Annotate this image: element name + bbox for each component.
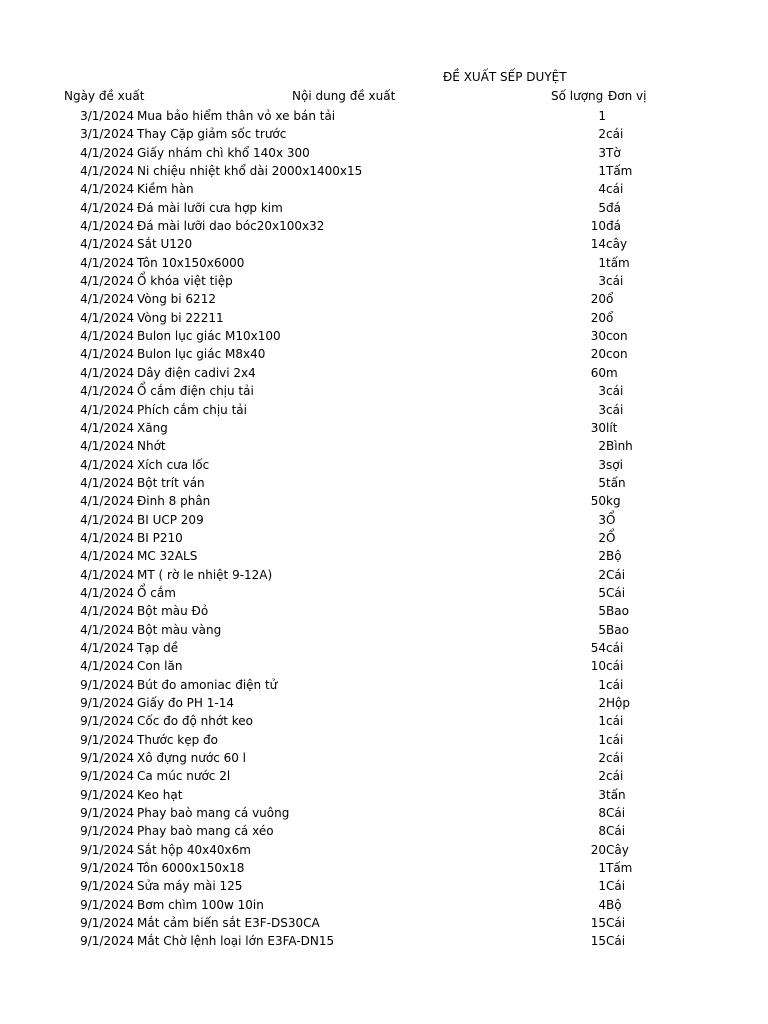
row-quantity: 5 — [598, 585, 606, 600]
row-date: 4/1/2024 — [80, 164, 134, 179]
row-item: Sắt U120 — [137, 237, 193, 252]
row-quantity: 2 — [598, 439, 606, 454]
row-quantity: 2 — [598, 696, 606, 710]
row-unit: cái — [606, 714, 624, 729]
row-item: Ổ cắm điện chịu tải — [137, 384, 254, 399]
row-quantity: 1 — [598, 255, 606, 270]
row-item: Tôn 6000x150x18 — [137, 861, 245, 876]
table-row — [0, 859, 768, 877]
row-unit: Cái — [606, 806, 626, 821]
row-date: 9/1/2024 — [80, 879, 134, 894]
row-date: 4/1/2024 — [80, 494, 134, 509]
row-date: 4/1/2024 — [80, 365, 134, 380]
row-unit: Bộ — [606, 897, 622, 912]
table-row — [0, 529, 768, 547]
row-date: 9/1/2024 — [80, 806, 134, 821]
row-quantity: 5 — [598, 622, 606, 637]
row-item: Keo hạt — [137, 787, 183, 802]
table-row — [0, 456, 768, 474]
row-unit: ổ — [606, 310, 614, 325]
row-item: Ổ cắm — [137, 585, 176, 600]
row-quantity: 3 — [598, 384, 606, 399]
row-quantity: 1 — [598, 714, 606, 729]
table-row — [0, 272, 768, 290]
table-row — [0, 914, 768, 932]
row-quantity: 1 — [598, 677, 606, 692]
row-quantity: 5 — [598, 475, 606, 490]
row-item: Đá mài lưỡi cưa hợp kim — [137, 200, 283, 215]
row-unit: Tấm — [606, 164, 633, 179]
row-unit: Ổ — [606, 512, 616, 527]
row-unit: cái — [606, 384, 624, 399]
row-item: Ca múc nước 2l — [137, 769, 231, 784]
row-date: 4/1/2024 — [80, 329, 134, 344]
table-row — [0, 364, 768, 382]
row-item: Giấy đo PH 1-14 — [137, 696, 234, 710]
table-row — [0, 804, 768, 822]
row-item: Vòng bi 22211 — [137, 310, 224, 325]
table-row — [0, 107, 768, 125]
row-quantity: 3 — [598, 457, 606, 472]
table-row — [0, 712, 768, 730]
table-row — [0, 254, 768, 272]
row-date: 4/1/2024 — [80, 475, 134, 490]
row-item: Ổ khóa việt tiệp — [137, 274, 233, 289]
row-date: 4/1/2024 — [80, 274, 134, 289]
row-item: Bơm chìm 100w 10in — [137, 897, 264, 912]
table-row — [0, 309, 768, 327]
table-row — [0, 474, 768, 492]
row-unit: Bao — [606, 604, 629, 619]
row-item: Bulon lục giác M10x100 — [137, 329, 281, 344]
row-item: Dây điện cadivi 2x4 — [137, 365, 256, 380]
table-row — [0, 547, 768, 565]
row-unit: Cây — [606, 842, 629, 857]
row-quantity: 1 — [598, 109, 606, 123]
row-date: 4/1/2024 — [80, 549, 134, 564]
row-unit: Bình — [606, 439, 633, 454]
table-row — [0, 125, 768, 143]
row-date: 4/1/2024 — [80, 604, 134, 619]
row-item: Xô đựng nước 60 l — [137, 751, 247, 766]
table-row — [0, 401, 768, 419]
row-quantity: 20 — [590, 292, 606, 307]
row-date: 9/1/2024 — [80, 696, 134, 710]
table-row — [0, 694, 768, 712]
row-unit: cái — [606, 769, 624, 784]
row-quantity: 2 — [598, 127, 606, 142]
table-row — [0, 419, 768, 437]
row-date: 9/1/2024 — [80, 842, 134, 857]
row-quantity: 4 — [598, 182, 606, 197]
row-date: 9/1/2024 — [80, 897, 134, 912]
row-date: 4/1/2024 — [80, 567, 134, 582]
row-date: 4/1/2024 — [80, 585, 134, 600]
row-quantity: 5 — [598, 200, 606, 215]
row-quantity: 10 — [590, 659, 606, 674]
table-row — [0, 602, 768, 620]
row-item: Mắt Chờ lệnh loại lớn E3FA-DN15 — [137, 934, 335, 949]
row-item: Đá mài lưỡi dao bóc20x100x32 — [137, 219, 325, 234]
row-date: 4/1/2024 — [80, 457, 134, 472]
row-quantity: 2 — [598, 769, 606, 784]
row-date: 4/1/2024 — [80, 622, 134, 637]
row-quantity: 2 — [598, 530, 606, 545]
row-item: Bột trít ván — [137, 475, 205, 490]
table-row — [0, 822, 768, 840]
row-quantity: 3 — [598, 402, 606, 417]
table-row — [0, 327, 768, 345]
table-row — [0, 345, 768, 363]
row-date: 4/1/2024 — [80, 219, 134, 234]
row-unit: tấm — [606, 255, 630, 270]
row-unit: ổ — [606, 292, 614, 307]
row-date: 4/1/2024 — [80, 420, 134, 435]
row-quantity: 3 — [598, 145, 606, 160]
row-unit: đá — [606, 219, 621, 234]
row-date: 9/1/2024 — [80, 916, 134, 931]
row-quantity: 2 — [598, 567, 606, 582]
row-quantity: 14 — [590, 237, 606, 252]
row-item: Mua bảo hiểm thân vỏ xe bán tải — [137, 109, 336, 123]
table-row — [0, 676, 768, 694]
row-quantity: 20 — [590, 842, 606, 857]
row-unit: kg — [606, 494, 621, 509]
row-unit: Ổ — [606, 530, 616, 545]
row-unit: cái — [606, 677, 624, 692]
row-quantity: 10 — [590, 219, 606, 234]
row-item: BI UCP 209 — [137, 512, 204, 527]
row-date: 4/1/2024 — [80, 200, 134, 215]
row-unit: Cái — [606, 916, 626, 931]
row-item: Con lăn — [137, 659, 183, 674]
proposal-list — [0, 107, 768, 951]
row-quantity: 60 — [590, 365, 606, 380]
row-date: 9/1/2024 — [80, 769, 134, 784]
row-quantity: 1 — [598, 732, 606, 747]
row-date: 9/1/2024 — [80, 934, 134, 949]
table-row — [0, 621, 768, 639]
row-date: 4/1/2024 — [80, 512, 134, 527]
row-item: Xăng — [137, 420, 168, 435]
row-date: 9/1/2024 — [80, 787, 134, 802]
row-date: 9/1/2024 — [80, 824, 134, 839]
row-unit: Bao — [606, 622, 629, 637]
row-item: Thay Cặp giảm sốc trước — [137, 127, 287, 142]
row-quantity: 8 — [598, 806, 606, 821]
row-unit: Cái — [606, 934, 626, 949]
row-date: 9/1/2024 — [80, 714, 134, 729]
row-unit: cái — [606, 127, 624, 142]
row-date: 4/1/2024 — [80, 659, 134, 674]
table-row — [0, 199, 768, 217]
row-item: Mắt cảm biến sắt E3F-DS30CA — [137, 916, 320, 931]
row-item: Nhớt — [137, 439, 166, 454]
row-quantity: 3 — [598, 787, 606, 802]
row-unit: lít — [606, 420, 618, 435]
table-row — [0, 437, 768, 455]
row-item: Phích cắm chịu tải — [137, 402, 247, 417]
row-date: 4/1/2024 — [80, 145, 134, 160]
header-quantity: Số lượng — [551, 89, 604, 103]
row-unit: cây — [606, 237, 628, 252]
row-date: 9/1/2024 — [80, 677, 134, 692]
row-quantity: 8 — [598, 824, 606, 839]
row-quantity: 50 — [590, 494, 606, 509]
row-unit: Cái — [606, 585, 626, 600]
row-quantity: 5 — [598, 604, 606, 619]
row-quantity: 1 — [598, 879, 606, 894]
row-unit: cái — [606, 659, 624, 674]
row-quantity: 3 — [598, 512, 606, 527]
row-item: Sắt hộp 40x40x6m — [137, 842, 251, 857]
row-unit: m — [606, 365, 618, 380]
row-unit: con — [606, 329, 628, 344]
row-date: 9/1/2024 — [80, 732, 134, 747]
row-date: 4/1/2024 — [80, 402, 134, 417]
row-item: Phay baò mang cá xéo — [137, 824, 274, 839]
row-unit: cái — [606, 182, 624, 197]
table-row — [0, 235, 768, 253]
row-item: MC 32ALS — [137, 549, 198, 564]
row-item: Đinh 8 phân — [137, 494, 211, 509]
row-item: Xích cưa lốc — [137, 457, 210, 472]
row-item: Tôn 10x150x6000 — [137, 255, 245, 270]
row-item: Bút đo amoniac điện tử — [137, 677, 278, 692]
table-row — [0, 896, 768, 914]
row-date: 4/1/2024 — [80, 255, 134, 270]
row-date: 4/1/2024 — [80, 384, 134, 399]
row-item: Thước kẹp đo — [137, 732, 219, 747]
row-unit: Tờ — [606, 145, 621, 160]
row-date: 4/1/2024 — [80, 640, 134, 655]
table-row — [0, 217, 768, 235]
row-date: 4/1/2024 — [80, 292, 134, 307]
row-item: Phay baò mang cá vuông — [137, 806, 290, 821]
row-unit: Cái — [606, 879, 626, 894]
row-unit: đá — [606, 200, 621, 215]
row-quantity: 15 — [590, 916, 606, 931]
row-date: 9/1/2024 — [80, 861, 134, 876]
table-row — [0, 511, 768, 529]
table-row — [0, 749, 768, 767]
row-unit: tấn — [606, 787, 626, 802]
table-row — [0, 932, 768, 950]
row-item: Bulon lục giác M8x40 — [137, 347, 266, 362]
table-row — [0, 657, 768, 675]
table-row — [0, 566, 768, 584]
row-item: Bột màu vàng — [137, 622, 222, 637]
table-row — [0, 639, 768, 657]
row-quantity: 15 — [590, 934, 606, 949]
row-quantity: 54 — [590, 640, 606, 655]
row-item: Vòng bi 6212 — [137, 292, 216, 307]
table-row — [0, 584, 768, 602]
row-unit: Bộ — [606, 549, 622, 564]
table-row — [0, 290, 768, 308]
row-date: 4/1/2024 — [80, 530, 134, 545]
table-row — [0, 162, 768, 180]
row-unit: Cái — [606, 567, 626, 582]
header-content: Nội dung đề xuất — [292, 89, 396, 103]
row-quantity: 20 — [590, 310, 606, 325]
page-title: ĐỀ XUẤT SẾP DUYỆT — [443, 70, 567, 84]
row-quantity: 30 — [590, 420, 606, 435]
row-item: Kiềm hàn — [137, 182, 194, 197]
row-date: 4/1/2024 — [80, 439, 134, 454]
row-quantity: 1 — [598, 861, 606, 876]
row-date: 4/1/2024 — [80, 310, 134, 325]
table-row — [0, 786, 768, 804]
table-row — [0, 731, 768, 749]
row-quantity: 1 — [598, 164, 606, 179]
table-row — [0, 180, 768, 198]
row-date: 3/1/2024 — [80, 127, 134, 142]
table-row — [0, 877, 768, 895]
row-quantity: 4 — [598, 897, 606, 912]
row-unit: sợi — [606, 457, 623, 472]
table-row — [0, 144, 768, 162]
row-quantity: 2 — [598, 751, 606, 766]
row-unit: Tấm — [606, 861, 633, 876]
row-date: 4/1/2024 — [80, 182, 134, 197]
row-quantity: 30 — [590, 329, 606, 344]
row-date: 3/1/2024 — [80, 109, 134, 123]
row-unit: Hộp — [606, 696, 630, 710]
row-date: 4/1/2024 — [80, 237, 134, 252]
header-unit: Đơn vị — [608, 89, 647, 103]
row-item: Giấy nhám chì khổ 140x 300 — [137, 145, 310, 160]
table-row — [0, 767, 768, 785]
row-item: MT ( rờ le nhiệt 9-12A) — [137, 567, 273, 582]
row-unit: cái — [606, 732, 624, 747]
row-item: Ni chiệu nhiệt khổ dài 2000x1400x15 — [137, 164, 363, 179]
row-unit: con — [606, 347, 628, 362]
row-item: Cốc đo độ nhớt keo — [137, 714, 253, 729]
table-row — [0, 841, 768, 859]
row-item: Sửa máy mài 125 — [137, 879, 243, 894]
row-unit: cái — [606, 274, 624, 289]
row-unit: tấn — [606, 475, 626, 490]
row-item: BI P210 — [137, 530, 183, 545]
row-quantity: 20 — [590, 347, 606, 362]
table-row — [0, 382, 768, 400]
row-date: 4/1/2024 — [80, 347, 134, 362]
row-unit: Cái — [606, 824, 626, 839]
row-unit: cái — [606, 640, 624, 655]
row-quantity: 2 — [598, 549, 606, 564]
row-unit: cái — [606, 751, 624, 766]
row-quantity: 3 — [598, 274, 606, 289]
row-item: Tạp dề — [137, 640, 179, 655]
row-date: 9/1/2024 — [80, 751, 134, 766]
row-item: Bột màu Đỏ — [137, 604, 209, 619]
row-unit: cái — [606, 402, 624, 417]
table-row — [0, 492, 768, 510]
header-date: Ngày đề xuất — [64, 89, 145, 103]
